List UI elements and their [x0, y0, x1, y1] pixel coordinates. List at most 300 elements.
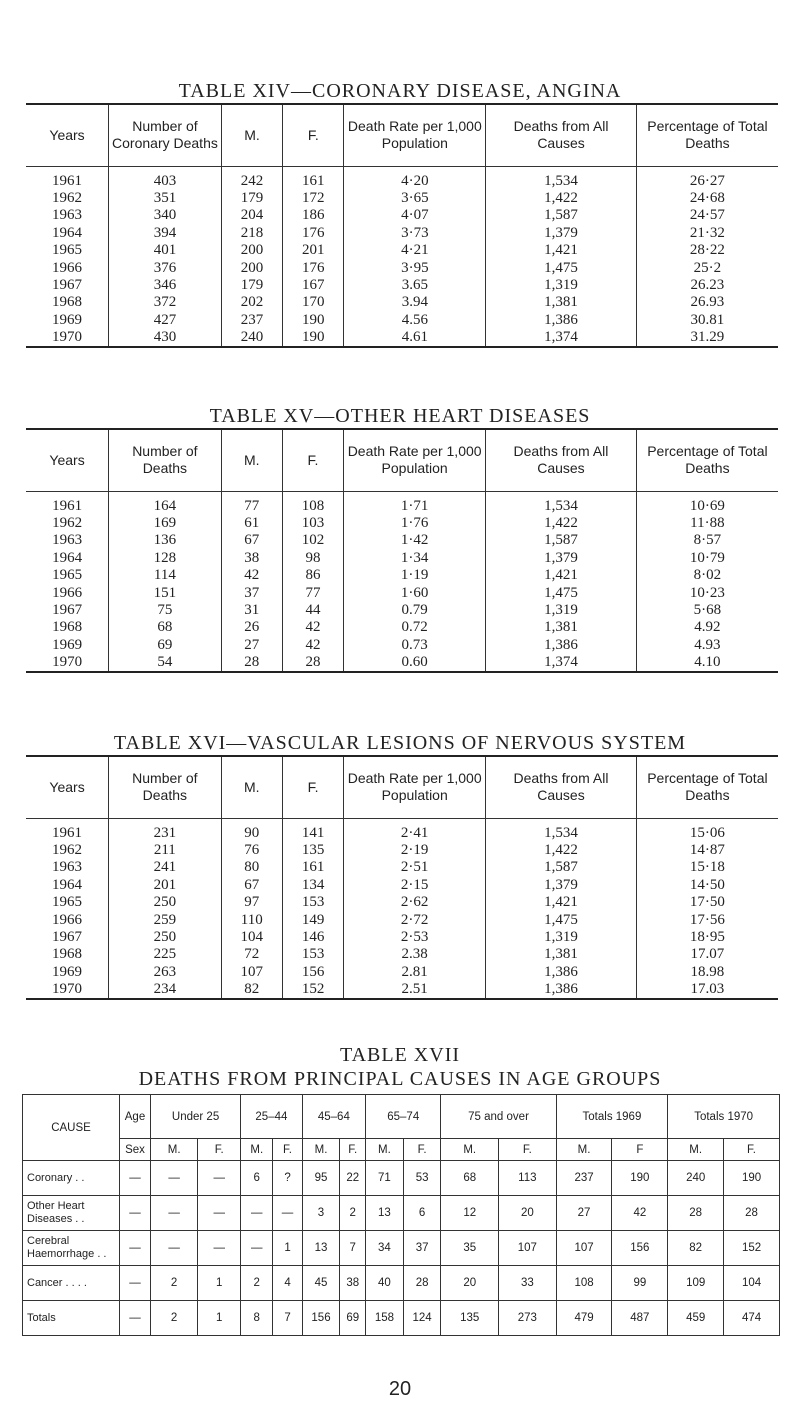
year-cell: 1968 — [52, 619, 83, 636]
table-cell: 1,379 — [486, 877, 637, 894]
table-cell: 2·15 — [344, 877, 486, 894]
year-cell: 1964 — [52, 876, 83, 893]
count-cell: — — [120, 1301, 151, 1336]
table-cell: 15·18 — [636, 859, 778, 876]
sex-column-header: F. — [724, 1139, 780, 1161]
count-cell: 479 — [556, 1301, 612, 1336]
count-cell: 152 — [724, 1231, 780, 1266]
table-row — [26, 964, 778, 981]
count-cell: 240 — [668, 1161, 724, 1196]
group-under-25: Under 25 — [151, 1095, 241, 1139]
cause-label: Totals — [23, 1301, 120, 1336]
table-14 — [26, 103, 778, 348]
table-cell: 25·2 — [636, 259, 778, 276]
column-header: F. — [283, 104, 344, 166]
table-cell: 346 — [109, 277, 222, 294]
header-row — [26, 756, 778, 818]
table-cell: 225 — [109, 946, 221, 963]
table-cell: 26.93 — [636, 294, 778, 311]
table-cell: 1,421 — [486, 894, 637, 911]
count-cell: — — [151, 1161, 198, 1196]
sex-column-header: M. — [241, 1139, 273, 1161]
table-cell: 14·50 — [636, 877, 778, 894]
year-cell: 1964 — [52, 549, 83, 566]
count-cell: 273 — [499, 1301, 557, 1336]
count-cell: 13 — [366, 1196, 404, 1231]
table-cell: 4·21 — [344, 242, 486, 259]
cause-label: Cancer . . . . — [23, 1266, 120, 1301]
table-cell: 4.93 — [636, 637, 778, 654]
table-row — [26, 242, 778, 259]
header-row — [26, 104, 778, 166]
table-cell: 172 — [283, 190, 344, 207]
table-cell: 114 — [109, 567, 221, 584]
table-cell: 1,534 — [486, 818, 637, 842]
table-row — [26, 584, 778, 601]
count-cell: 6 — [403, 1196, 441, 1231]
table-cell: 14·87 — [636, 842, 778, 859]
table-cell: 136 — [109, 532, 221, 549]
count-cell: 459 — [668, 1301, 724, 1336]
table-cell: 170 — [283, 294, 344, 311]
count-cell: 40 — [366, 1266, 404, 1301]
table-cell: 2·19 — [344, 842, 486, 859]
table-cell: 42 — [282, 637, 343, 654]
table-cell: 2.51 — [344, 981, 486, 999]
table-cell: 1·42 — [344, 532, 486, 549]
table-cell: 26 — [221, 619, 282, 636]
table-cell: 146 — [282, 929, 343, 946]
table-cell: 240 — [221, 329, 282, 347]
table-cell: 75 — [109, 602, 221, 619]
count-cell: 7 — [340, 1231, 366, 1266]
table-cell: 2·41 — [344, 818, 486, 842]
table-cell: 15·06 — [636, 818, 778, 842]
count-cell: 135 — [441, 1301, 499, 1336]
table-cell: 17·56 — [636, 911, 778, 928]
table-cell: 1,475 — [486, 584, 637, 601]
table-cell: 200 — [221, 242, 282, 259]
table-cell: 1,587 — [486, 532, 637, 549]
table-15 — [26, 428, 778, 673]
year-cell: 1966 — [52, 584, 83, 601]
table-cell: 176 — [283, 225, 344, 242]
table-cell: 98 — [282, 550, 343, 567]
table-cell: 8·57 — [636, 532, 778, 549]
table-cell: 1,374 — [486, 654, 637, 672]
year-cell: 1970 — [26, 654, 109, 672]
table-cell: 4.61 — [344, 329, 486, 347]
table-cell: 21·32 — [636, 225, 778, 242]
table-row — [26, 894, 778, 911]
count-cell: 4 — [273, 1266, 302, 1301]
table-cell: 340 — [109, 207, 222, 224]
table-cell: 11·88 — [636, 515, 778, 532]
year-cell: 1967 — [52, 277, 83, 294]
table-cell: 18.98 — [636, 964, 778, 981]
count-cell: — — [198, 1196, 241, 1231]
year-cell: 1965 — [52, 242, 83, 259]
cause-label: Coronary . . — [23, 1161, 120, 1196]
table-cell: 167 — [283, 277, 344, 294]
count-cell: 107 — [556, 1231, 612, 1266]
table-cell: 1,422 — [486, 842, 637, 859]
count-cell: 27 — [556, 1196, 612, 1231]
table-cell: 18·95 — [636, 929, 778, 946]
table-row — [26, 877, 778, 894]
table-cell: 3.65 — [344, 277, 486, 294]
table-row — [26, 294, 778, 311]
table-cell: 201 — [283, 242, 344, 259]
count-cell: 108 — [556, 1266, 612, 1301]
column-header: M. — [221, 104, 282, 166]
table-row — [26, 911, 778, 928]
table-cell: 3·65 — [344, 190, 486, 207]
count-cell: — — [120, 1266, 151, 1301]
group-25-44: 25–44 — [241, 1095, 303, 1139]
count-cell: 487 — [612, 1301, 668, 1336]
year-cell: 1964 — [52, 224, 83, 241]
table-cell: 204 — [221, 207, 282, 224]
table-cell: 3·95 — [344, 259, 486, 276]
count-cell: 34 — [366, 1231, 404, 1266]
count-cell: 71 — [366, 1161, 404, 1196]
table-cell: 263 — [109, 964, 221, 981]
count-cell: 3 — [302, 1196, 340, 1231]
table-cell: 77 — [221, 491, 282, 515]
table-row — [26, 190, 778, 207]
table-cell: 1,381 — [486, 946, 637, 963]
table-cell: 27 — [221, 637, 282, 654]
count-cell: 1 — [273, 1231, 302, 1266]
count-cell: 8 — [241, 1301, 273, 1336]
cause-header: CAUSE — [23, 1095, 120, 1161]
table-cell: 250 — [109, 894, 221, 911]
table-cell: 0.60 — [344, 654, 486, 672]
table-cell: 176 — [283, 259, 344, 276]
table-cell: 135 — [282, 842, 343, 859]
count-cell: 20 — [499, 1196, 557, 1231]
cause-label: Cerebral Haemorrhage . . — [23, 1231, 120, 1266]
year-cell: 1966 — [52, 911, 83, 928]
table-cell: 1,421 — [486, 242, 637, 259]
table-cell: 42 — [282, 619, 343, 636]
year-cell: 1963 — [52, 532, 83, 549]
table-cell: 26.23 — [636, 277, 778, 294]
count-cell: 99 — [612, 1266, 668, 1301]
count-cell: 82 — [668, 1231, 724, 1266]
column-header: F. — [282, 756, 343, 818]
count-cell: — — [273, 1196, 302, 1231]
table-cell: 69 — [109, 637, 221, 654]
table-row — [26, 637, 778, 654]
table-row — [26, 515, 778, 532]
table-cell: 1,381 — [486, 294, 637, 311]
year-cell: 1961 — [52, 824, 83, 841]
age-label: Age — [120, 1095, 151, 1139]
table-cell: 10·23 — [636, 584, 778, 601]
sex-column-header: M. — [366, 1139, 404, 1161]
table-cell: 1,379 — [486, 225, 637, 242]
table-17-subtitle: DEATHS FROM PRINCIPAL CAUSES IN AGE GROUPS — [138, 1068, 662, 1090]
table-cell: 190 — [283, 329, 344, 347]
table-cell: 77 — [282, 584, 343, 601]
table-row — [26, 602, 778, 619]
table-row — [26, 946, 778, 963]
count-cell: — — [151, 1196, 198, 1231]
table-cell: 3.94 — [344, 294, 486, 311]
count-cell: 7 — [273, 1301, 302, 1336]
count-cell: 20 — [441, 1266, 499, 1301]
table-cell: 28·22 — [636, 242, 778, 259]
group-75-over: 75 and over — [441, 1095, 556, 1139]
table-cell: 351 — [109, 190, 222, 207]
column-header: M. — [221, 756, 282, 818]
table-cell: 241 — [109, 859, 221, 876]
table-cell: 4·07 — [344, 207, 486, 224]
sex-label: Sex — [120, 1139, 151, 1161]
cause-row — [23, 1301, 780, 1336]
count-cell: 237 — [556, 1161, 612, 1196]
table-cell: 1,422 — [486, 190, 637, 207]
count-cell: 68 — [441, 1161, 499, 1196]
table-cell: 234 — [109, 981, 221, 999]
table-cell: 1,319 — [486, 602, 637, 619]
table-cell: 67 — [221, 532, 282, 549]
table-cell: 67 — [221, 877, 282, 894]
table-cell: 2·53 — [344, 929, 486, 946]
cause-row — [23, 1231, 780, 1266]
table-cell: 3·73 — [344, 225, 486, 242]
column-header: Death Rate per 1,000 Population — [344, 104, 486, 166]
table-row — [26, 859, 778, 876]
year-cell: 1962 — [52, 190, 83, 207]
table-cell: 211 — [109, 842, 221, 859]
table-cell: 17.07 — [636, 946, 778, 963]
count-cell: 45 — [302, 1266, 340, 1301]
count-cell: 13 — [302, 1231, 340, 1266]
column-header: Deaths from All Causes — [486, 756, 637, 818]
group-65-74: 65–74 — [366, 1095, 441, 1139]
year-cell: 1968 — [52, 294, 83, 311]
table-cell: 10·79 — [636, 550, 778, 567]
table-cell: 1,381 — [486, 619, 637, 636]
sex-column-header: M. — [302, 1139, 340, 1161]
table-cell: 107 — [221, 964, 282, 981]
group-totals-1969: Totals 1969 — [556, 1095, 668, 1139]
table-cell: 4.92 — [636, 619, 778, 636]
sex-column-header: M. — [441, 1139, 499, 1161]
count-cell: — — [198, 1231, 241, 1266]
table-cell: 1·76 — [344, 515, 486, 532]
count-cell: 1 — [198, 1301, 241, 1336]
column-header: Years — [26, 429, 109, 491]
table-cell: 1,386 — [486, 637, 637, 654]
column-header: Number of Deaths — [109, 756, 221, 818]
table-cell: 161 — [283, 166, 344, 190]
year-cell: 1965 — [52, 567, 83, 584]
cause-label: Other Heart Diseases . . — [23, 1196, 120, 1231]
table-row — [26, 567, 778, 584]
count-cell: 37 — [403, 1231, 441, 1266]
table-cell: 153 — [282, 946, 343, 963]
count-cell: 38 — [340, 1266, 366, 1301]
table-cell: 54 — [109, 654, 221, 672]
table-cell: 86 — [282, 567, 343, 584]
year-cell: 1963 — [52, 859, 83, 876]
table-cell: 169 — [109, 515, 221, 532]
table-cell: 2·51 — [344, 859, 486, 876]
table-cell: 1,386 — [486, 964, 637, 981]
table-cell: 250 — [109, 929, 221, 946]
table-cell: 28 — [282, 654, 343, 672]
column-header: Number of Deaths — [109, 429, 221, 491]
table-14-title: TABLE XIV—CORONARY DISEASE, ANGINA — [178, 80, 622, 102]
table-cell: 1·71 — [344, 491, 486, 515]
count-cell: 33 — [499, 1266, 557, 1301]
count-cell: 35 — [441, 1231, 499, 1266]
column-header: Deaths from All Causes — [486, 104, 637, 166]
table-cell: 2.81 — [344, 964, 486, 981]
year-cell: 1969 — [52, 636, 83, 653]
table-16 — [26, 755, 778, 1000]
table-cell: 28 — [221, 654, 282, 672]
table-cell: 202 — [221, 294, 282, 311]
cause-row — [23, 1196, 780, 1231]
table-cell: 1,422 — [486, 515, 637, 532]
column-header: Deaths from All Causes — [486, 429, 637, 491]
table-cell: 1·34 — [344, 550, 486, 567]
table-cell: 61 — [221, 515, 282, 532]
header-row — [26, 429, 778, 491]
table-row — [26, 818, 778, 842]
count-cell: 2 — [340, 1196, 366, 1231]
count-cell: — — [120, 1231, 151, 1266]
count-cell: 2 — [151, 1301, 198, 1336]
table-17-title: TABLE XVII — [339, 1044, 461, 1066]
year-cell: 1962 — [52, 515, 83, 532]
table-cell: 82 — [221, 981, 282, 999]
table-cell: 1,421 — [486, 567, 637, 584]
table-cell: 4.56 — [344, 312, 486, 329]
column-header: M. — [221, 429, 282, 491]
table-cell: 17·50 — [636, 894, 778, 911]
table-cell: 201 — [109, 877, 221, 894]
table-cell: 200 — [221, 259, 282, 276]
count-cell: 42 — [612, 1196, 668, 1231]
table-cell: 1,374 — [486, 329, 637, 347]
year-cell: 1965 — [52, 894, 83, 911]
year-cell: 1967 — [52, 929, 83, 946]
group-totals-1970: Totals 1970 — [668, 1095, 780, 1139]
count-cell: 95 — [302, 1161, 340, 1196]
sex-column-header: F. — [340, 1139, 366, 1161]
table-cell: 1,475 — [486, 259, 637, 276]
year-cell: 1969 — [52, 963, 83, 980]
count-cell: 12 — [441, 1196, 499, 1231]
table-cell: 108 — [282, 491, 343, 515]
table-cell: 102 — [282, 532, 343, 549]
sex-column-header: M. — [151, 1139, 198, 1161]
table-cell: 104 — [221, 929, 282, 946]
table-cell: 103 — [282, 515, 343, 532]
count-cell: — — [241, 1231, 273, 1266]
column-header: Percentage of Total Deaths — [636, 429, 778, 491]
sex-column-header: F. — [198, 1139, 241, 1161]
table-cell: 1,587 — [486, 859, 637, 876]
table-cell: 24·68 — [636, 190, 778, 207]
table-cell: 190 — [283, 312, 344, 329]
table-cell: 218 — [221, 225, 282, 242]
year-cell: 1967 — [52, 602, 83, 619]
table-cell: 4·20 — [344, 166, 486, 190]
table-row — [26, 842, 778, 859]
sex-column-header: F. — [403, 1139, 441, 1161]
table-cell: 38 — [221, 550, 282, 567]
count-cell: 1 — [198, 1266, 241, 1301]
count-cell: 104 — [724, 1266, 780, 1301]
column-header: Death Rate per 1,000 Population — [344, 756, 486, 818]
column-header: F. — [282, 429, 343, 491]
table-cell: 401 — [109, 242, 222, 259]
sex-column-header: F. — [273, 1139, 302, 1161]
table-cell: 4.10 — [636, 654, 778, 672]
cause-row — [23, 1266, 780, 1301]
table-cell: 17.03 — [636, 981, 778, 999]
table-cell: 2·62 — [344, 894, 486, 911]
year-cell: 1961 — [52, 497, 83, 514]
table-cell: 153 — [282, 894, 343, 911]
table-row — [26, 654, 778, 672]
table-17 — [22, 1094, 780, 1336]
count-cell: 2 — [151, 1266, 198, 1301]
table-cell: 186 — [283, 207, 344, 224]
count-cell: — — [120, 1196, 151, 1231]
count-cell: 28 — [668, 1196, 724, 1231]
table-cell: 164 — [109, 491, 221, 515]
table-cell: 179 — [221, 190, 282, 207]
table-cell: 1,475 — [486, 911, 637, 928]
group-45-64: 45–64 — [302, 1095, 365, 1139]
table-cell: 403 — [109, 166, 222, 190]
year-cell: 1970 — [26, 329, 109, 347]
table-cell: 161 — [282, 859, 343, 876]
count-cell: 190 — [612, 1161, 668, 1196]
table-cell: 1·60 — [344, 584, 486, 601]
table-cell: 2.38 — [344, 946, 486, 963]
table-cell: 80 — [221, 859, 282, 876]
table-cell: 1,379 — [486, 550, 637, 567]
table-cell: 37 — [221, 584, 282, 601]
table-15-title: TABLE XV—OTHER HEART DISEASES — [209, 405, 591, 427]
count-cell: 6 — [241, 1161, 273, 1196]
table-row — [26, 312, 778, 329]
page-number: 20 — [388, 1378, 412, 1400]
table-row — [26, 929, 778, 946]
count-cell: 22 — [340, 1161, 366, 1196]
table-cell: 5·68 — [636, 602, 778, 619]
table-cell: 430 — [109, 329, 222, 347]
table-cell: 149 — [282, 911, 343, 928]
table-cell: 427 — [109, 312, 222, 329]
sex-column-header: M. — [556, 1139, 612, 1161]
year-cell: 1969 — [52, 311, 83, 328]
table-row — [26, 491, 778, 515]
count-cell: 156 — [302, 1301, 340, 1336]
table-cell: 31.29 — [636, 329, 778, 347]
table-cell: 44 — [282, 602, 343, 619]
table-row — [26, 207, 778, 224]
